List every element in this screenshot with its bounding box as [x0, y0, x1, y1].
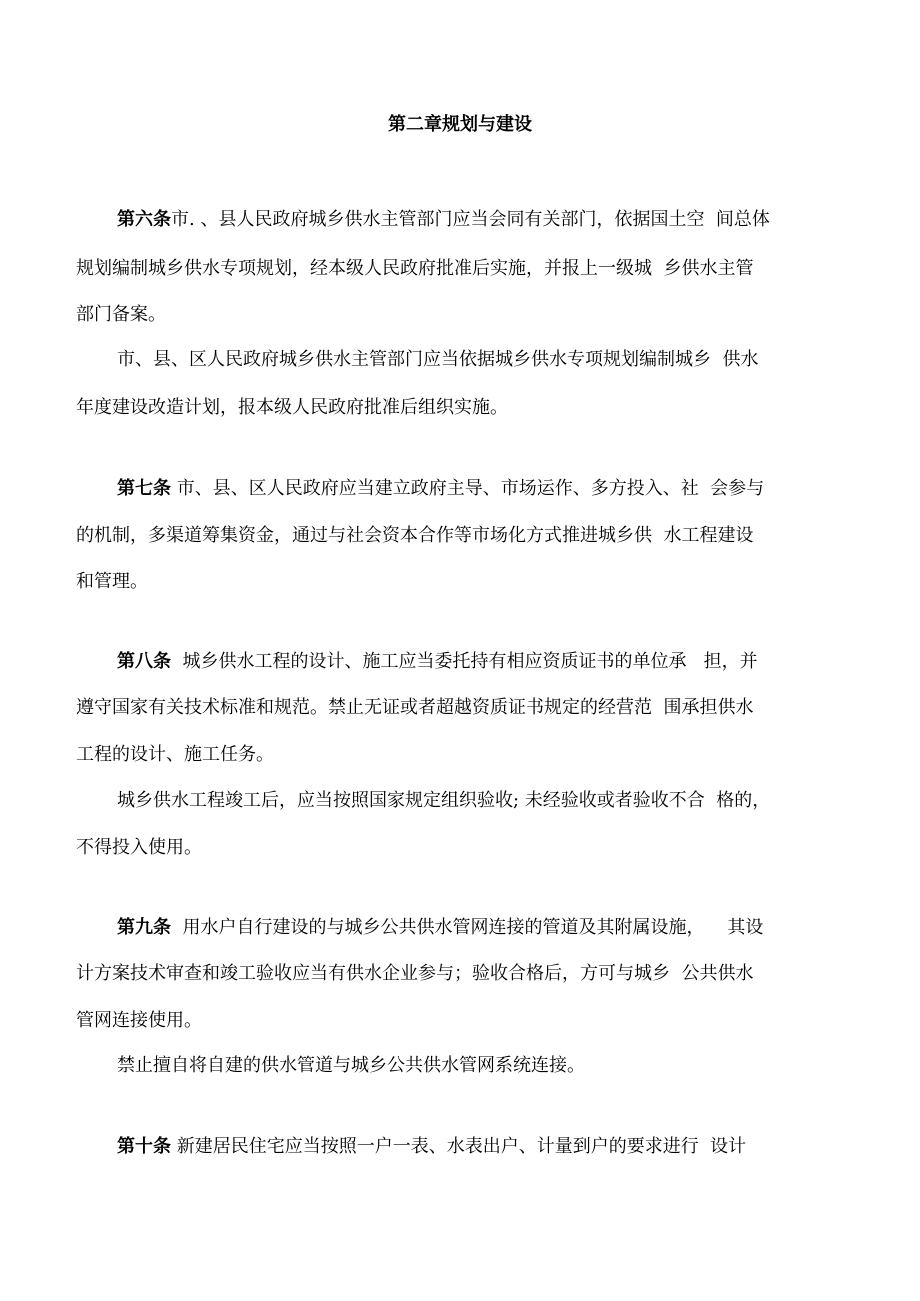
article-8-para-2-line-1: 城乡供水工程竣工后，应当按照国家规定组织验收; 未经验收或者验收不合 格的，	[117, 790, 771, 811]
article-6-line-1	[117, 205, 770, 235]
article-7-label: 第七条	[117, 478, 171, 499]
article-8-line-3: 工程的设计、施工任务。	[76, 744, 274, 765]
article-8-label: 第八条	[117, 651, 171, 672]
article-9-line-2: 计方案技术审查和竣工验收应当有供水企业参与；验收合格后，方可与城乡 公共供水	[76, 963, 754, 984]
article-9-line-3: 管网连接使用。	[76, 1010, 202, 1031]
article-6-label: 第六条	[117, 209, 171, 230]
article-6-line-2: 规划编制城乡供水专项规划，经本级人民政府批准后实施，并报上一级城 乡供水主管	[76, 258, 754, 279]
article-9-text: 用水户自行建设的与城乡公共供水管网连接的管道及其附属设施， 其设	[171, 917, 764, 938]
article-8-para-2-line-2: 不得投入使用。	[76, 837, 202, 858]
article-9-para-2-line-1: 禁止擅自将自建的供水管道与城乡公共供水管网系统连接。	[117, 1055, 585, 1076]
chapter-title: 第二章规划与建设	[388, 114, 532, 135]
article-10-label: 第十条	[117, 1136, 171, 1157]
article-6-para-2-line-1: 市、县、区人民政府城乡供水主管部门应当依据城乡供水专项规划编制城乡 供水	[117, 349, 759, 370]
article-6-line-3: 部门备案。	[76, 304, 166, 325]
article-8-line-2: 遵守国家有关技术标准和规范。禁止无证或者超越资质证书规定的经营范 围承担供水	[76, 697, 754, 718]
article-10-text: 新建居民住宅应当按照一户一表、水表出户、计量到户的要求进行 设计	[171, 1136, 747, 1157]
article-6-text: 市. 、县人民政府城乡供水主管部门应当会同有关部门，依据国土空 间总体	[171, 209, 770, 230]
article-9-line-1	[117, 913, 763, 943]
article-7-text: 市、县、区人民政府应当建立政府主导、市场运作、多方投入、社 会参与	[171, 478, 765, 499]
article-9-label: 第九条	[117, 917, 171, 938]
article-8-text: 城乡供水工程的设计、施工应当委托持有相应资质证书的单位承 担，并	[171, 651, 758, 672]
article-7-line-1	[117, 474, 764, 504]
article-7-line-3: 和管理。	[76, 571, 148, 592]
article-6-para-2-line-2: 年度建设改造计划，报本级人民政府批准后组织实施。	[76, 397, 508, 418]
article-10-line-1	[117, 1132, 746, 1162]
article-7-line-2: 的机制，多渠道筹集资金，通过与社会资本合作等市场化方式推进城乡供 水工程建设	[76, 525, 754, 546]
article-8-line-1	[117, 647, 758, 677]
